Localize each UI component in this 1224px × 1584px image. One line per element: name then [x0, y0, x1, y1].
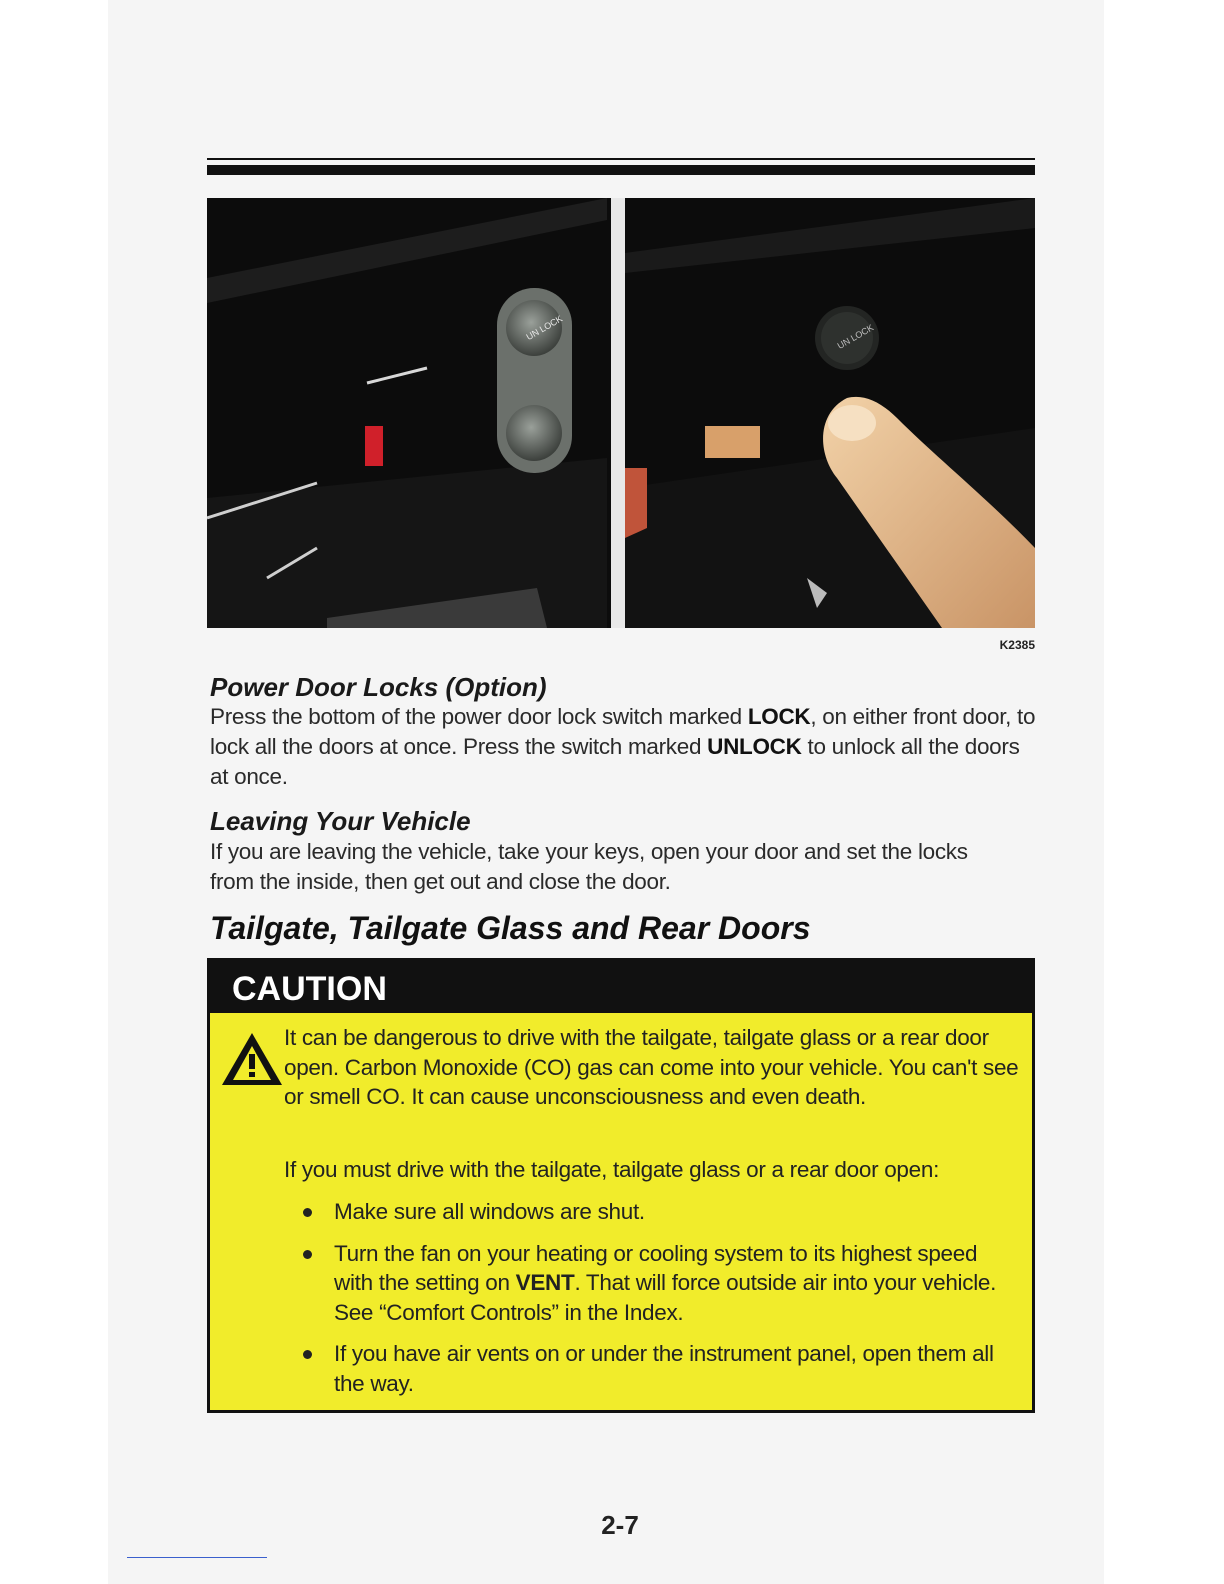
- top-rule-thin: [207, 158, 1035, 160]
- caution-bullet: [298, 1339, 1018, 1398]
- door-lock-photo: [207, 198, 1035, 628]
- bullet-dot: [303, 1350, 312, 1359]
- pdl-bold-lock: LOCK: [747, 704, 811, 729]
- caution-paragraph-1: It can be dangerous to drive with the tailgate, tailgate glass or a rear door open. Carbon Monoxide (CO) gas can come into your vehicle. You can't see or smell CO. It can cause unconsciousness and even death.: [284, 1025, 1019, 1109]
- bullet-dot: [303, 1250, 312, 1259]
- page-number: 2-7: [601, 1510, 639, 1540]
- warning-triangle-icon: [218, 1029, 286, 1089]
- bullet-dot: [303, 1208, 312, 1217]
- caution-box: [207, 958, 1035, 1413]
- bullet-1-text: Make sure all windows are shut.: [334, 1199, 645, 1224]
- caution-title: CAUTION: [210, 961, 1032, 1013]
- top-rule-thick: [207, 165, 1035, 175]
- pdl-text-2: , on either front door, to lock all the doors at once. Press the switch marked: [210, 704, 1036, 759]
- bullet-3-text: If you have air vents on or under the instrument panel, open them all the way.: [334, 1341, 994, 1396]
- heading-tailgate: Tailgate, Tailgate Glass and Rear Doors: [210, 910, 811, 946]
- bullet-2-bold-vent: VENT: [515, 1270, 575, 1295]
- photo-divider: [611, 198, 625, 628]
- heading-power-door-locks: Power Door Locks (Option): [210, 672, 547, 702]
- caution-bullet: [298, 1197, 1018, 1227]
- caution-paragraph-2: If you must drive with the tailgate, tailgate glass or a rear door open:: [284, 1157, 940, 1182]
- footer-link-underline[interactable]: [127, 1557, 267, 1558]
- bullet-2-text-b: . That will force outside air into your vehicle. See “Comfort Controls” in the Index.: [334, 1270, 997, 1325]
- door-lock-illustration: [207, 198, 1035, 628]
- left-switch-label: UN LOCK: [524, 313, 565, 343]
- caution-bullet: [298, 1239, 1018, 1328]
- power-door-locks-text: [210, 702, 1040, 792]
- pdl-text-3: to unlock all the doors at once.: [210, 734, 1020, 789]
- pdl-text-1: Press the bottom of the power door lock switch marked: [210, 704, 748, 729]
- caution-bullet-list: [298, 1197, 1018, 1410]
- heading-leaving-vehicle: Leaving Your Vehicle: [210, 806, 471, 836]
- bullet-2-text-a: Turn the fan on your heating or cooling system to its highest speed with the setting on: [334, 1240, 978, 1295]
- leaving-vehicle-text: If you are leaving the vehicle, take your keys, open your door and set the locks from the inside, then get out and close the door.: [210, 839, 968, 894]
- right-switch-label: UN LOCK: [835, 322, 876, 351]
- figure-code: K2385: [999, 638, 1035, 652]
- pdl-bold-unlock: UNLOCK: [707, 734, 802, 759]
